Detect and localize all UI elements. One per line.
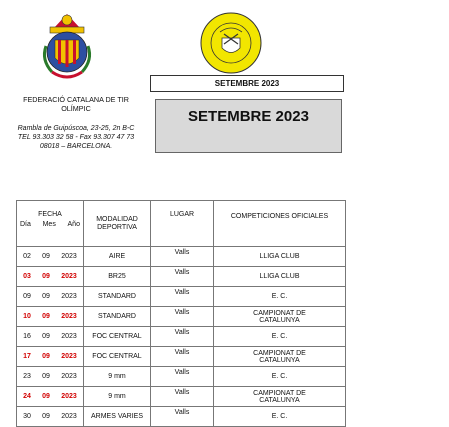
competicion-line1: E. C.	[271, 413, 288, 420]
cell-modalidad: ARMES VARIES	[84, 407, 151, 427]
cell-competicion	[214, 307, 346, 327]
address-street: Rambla de Guipúscoa, 23-25, 2n B-C	[17, 125, 135, 132]
cell-anyo: 2023	[55, 347, 84, 367]
cell-anyo: 2023	[55, 327, 84, 347]
table-row	[17, 307, 346, 327]
cell-mes: 09	[37, 287, 55, 307]
address-phone: TEL 93.303 32 58 - Fax 93.307 47 73	[17, 134, 135, 141]
federation-crest-logo	[38, 8, 96, 84]
modalidad-label-line2: DEPORTIVA	[97, 223, 137, 231]
cell-anyo: 2023	[55, 267, 84, 287]
cell-dia: 10	[17, 307, 38, 327]
fecha-label: FECHA	[38, 211, 62, 218]
cell-competicion	[214, 247, 346, 267]
month-header-label: SETEMBRE 2023	[150, 75, 344, 92]
competicion-line1: CAMPIONAT DE	[253, 309, 306, 317]
cell-anyo: 2023	[55, 387, 84, 407]
lugar-header: LUGAR	[151, 201, 214, 247]
cell-lugar: Valls	[151, 307, 214, 327]
cell-anyo: 2023	[55, 367, 84, 387]
competicion-line1: LLIGA CLUB	[259, 273, 300, 280]
cell-lugar: Valls	[151, 367, 214, 387]
cell-lugar: Valls	[151, 347, 214, 367]
anyo-label: Año	[67, 221, 80, 228]
cell-dia: 03	[17, 267, 38, 287]
cell-competicion	[214, 327, 346, 347]
cell-mes: 09	[37, 407, 55, 427]
table-row	[17, 347, 346, 367]
cell-competicion	[214, 367, 346, 387]
federation-name	[6, 95, 146, 113]
fecha-header	[17, 201, 84, 247]
club-seal-logo	[200, 12, 262, 74]
cell-mes: 09	[37, 327, 55, 347]
table-row	[17, 387, 346, 407]
competicion-line1: CAMPIONAT DE	[253, 349, 306, 357]
cell-lugar: Valls	[151, 327, 214, 347]
cell-lugar: Valls	[151, 247, 214, 267]
competicion-line1: E. C.	[271, 373, 288, 380]
cell-anyo: 2023	[55, 407, 84, 427]
table-row	[17, 247, 346, 267]
cell-dia: 17	[17, 347, 38, 367]
cell-mes: 09	[37, 367, 55, 387]
cell-competicion	[214, 347, 346, 367]
competicion-line2: CATALUNYA	[259, 316, 300, 324]
cell-modalidad: FOC CENTRAL	[84, 347, 151, 367]
cell-modalidad: FOC CENTRAL	[84, 327, 151, 347]
cell-dia: 24	[17, 387, 38, 407]
mes-label: Mes	[42, 221, 56, 228]
cell-mes: 09	[37, 267, 55, 287]
cell-modalidad: 9 mm	[84, 367, 151, 387]
table-header-row	[17, 201, 346, 247]
cell-modalidad: STANDARD	[84, 287, 151, 307]
cell-modalidad: BR25	[84, 267, 151, 287]
table-row	[17, 327, 346, 347]
cell-mes: 09	[37, 387, 55, 407]
table-row	[17, 367, 346, 387]
cell-competicion	[214, 267, 346, 287]
cell-lugar: Valls	[151, 387, 214, 407]
cell-lugar: Valls	[151, 407, 214, 427]
cell-competicion	[214, 387, 346, 407]
competicion-line1: LLIGA CLUB	[259, 253, 300, 260]
cell-dia: 16	[17, 327, 38, 347]
cell-mes: 09	[37, 247, 55, 267]
competition-calendar-table	[16, 200, 346, 427]
cell-dia: 02	[17, 247, 38, 267]
dia-label: Día	[20, 221, 31, 228]
competicion-line1: CAMPIONAT DE	[253, 389, 306, 397]
competiciones-header: COMPETICIONES OFICIALES	[214, 201, 346, 247]
competicion-line1: E. C.	[271, 293, 288, 300]
month-title: SETEMBRE 2023	[155, 99, 342, 153]
cell-modalidad: STANDARD	[84, 307, 151, 327]
cell-mes: 09	[37, 347, 55, 367]
competicion-line1: E. C.	[271, 333, 288, 340]
cell-competicion	[214, 287, 346, 307]
modalidad-label-line1: MODALIDAD	[96, 215, 138, 223]
cell-dia: 23	[17, 367, 38, 387]
address-city: 08018 – BARCELONA.	[39, 143, 113, 150]
cell-anyo: 2023	[55, 287, 84, 307]
cell-lugar: Valls	[151, 267, 214, 287]
cell-competicion	[214, 407, 346, 427]
cell-dia: 30	[17, 407, 38, 427]
federation-address	[6, 124, 146, 151]
federation-name-line1: FEDERACIÓ CATALANA DE TIR	[23, 95, 129, 104]
table-row	[17, 407, 346, 427]
competicion-line2: CATALUNYA	[259, 396, 300, 404]
cell-modalidad: AIRE	[84, 247, 151, 267]
table-row	[17, 287, 346, 307]
modalidad-header	[84, 201, 151, 247]
cell-modalidad: 9 mm	[84, 387, 151, 407]
competicion-line2: CATALUNYA	[259, 356, 300, 364]
cell-mes: 09	[37, 307, 55, 327]
cell-anyo: 2023	[55, 247, 84, 267]
cell-anyo: 2023	[55, 307, 84, 327]
table-row	[17, 267, 346, 287]
federation-name-line2: OLÍMPIC	[61, 104, 91, 113]
cell-dia: 09	[17, 287, 38, 307]
cell-lugar: Valls	[151, 287, 214, 307]
